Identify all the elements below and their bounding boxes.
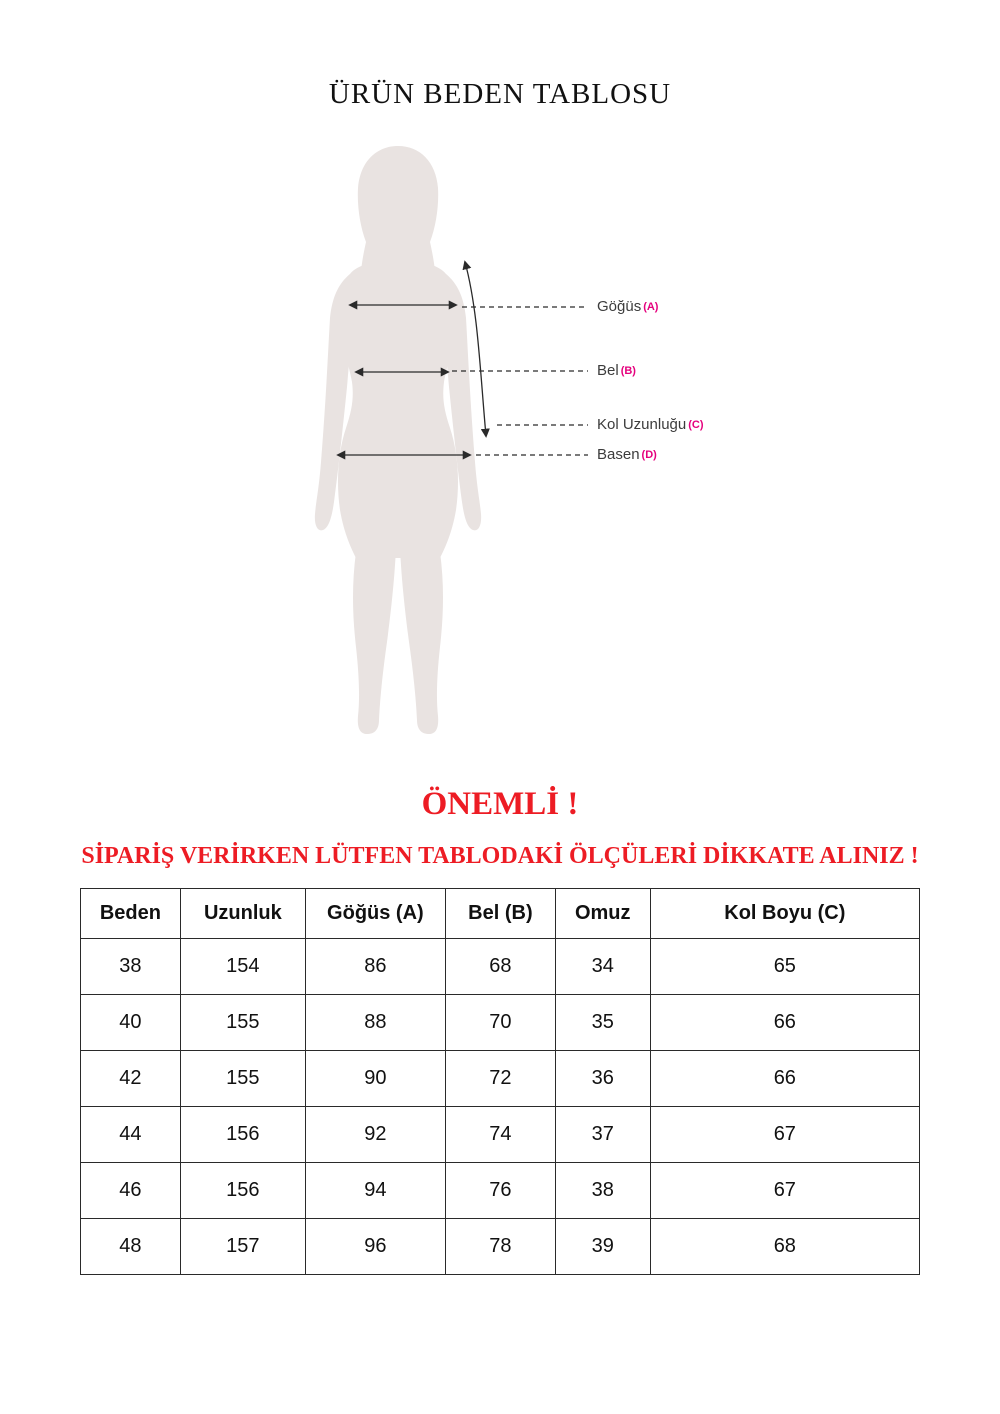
- table-cell: 68: [650, 1219, 919, 1275]
- table-cell: 46: [81, 1163, 181, 1219]
- table-row: [81, 1051, 920, 1107]
- table-cell: 42: [81, 1051, 181, 1107]
- arm-length-label-letter: (C): [688, 419, 704, 431]
- chest-label: [597, 297, 658, 317]
- column-header: Uzunluk: [180, 889, 305, 939]
- waist-label-letter: (B): [620, 365, 636, 377]
- table-cell: 67: [650, 1107, 919, 1163]
- table-cell: 34: [555, 939, 650, 995]
- table-cell: 65: [650, 939, 919, 995]
- table-cell: 68: [445, 939, 555, 995]
- table-cell: 38: [555, 1163, 650, 1219]
- table-row: [81, 1107, 920, 1163]
- size-table: [80, 888, 920, 1275]
- table-cell: 155: [180, 995, 305, 1051]
- table-cell: 35: [555, 995, 650, 1051]
- table-cell: 48: [81, 1219, 181, 1275]
- table-cell: 88: [305, 995, 445, 1051]
- table-body: [81, 939, 920, 1275]
- table-cell: 40: [81, 995, 181, 1051]
- table-cell: 66: [650, 995, 919, 1051]
- table-cell: 39: [555, 1219, 650, 1275]
- table-cell: 86: [305, 939, 445, 995]
- table-cell: 157: [180, 1219, 305, 1275]
- table-header-row: [81, 889, 920, 939]
- table-cell: 92: [305, 1107, 445, 1163]
- table-cell: 90: [305, 1051, 445, 1107]
- hip-label-letter: (D): [641, 449, 657, 461]
- table-cell: 66: [650, 1051, 919, 1107]
- table-cell: 70: [445, 995, 555, 1051]
- waist-label: [597, 361, 636, 381]
- table-row: [81, 939, 920, 995]
- table-cell: 44: [81, 1107, 181, 1163]
- table-cell: 78: [445, 1219, 555, 1275]
- body-silhouette-figure: [315, 146, 481, 734]
- table-cell: 36: [555, 1051, 650, 1107]
- column-header: Göğüs (A): [305, 889, 445, 939]
- table-row: [81, 995, 920, 1051]
- column-header: Bel (B): [445, 889, 555, 939]
- table-cell: 156: [180, 1163, 305, 1219]
- table-cell: 154: [180, 939, 305, 995]
- table-cell: 38: [81, 939, 181, 995]
- page-title: ÜRÜN BEDEN TABLOSU: [328, 78, 672, 110]
- table-cell: 96: [305, 1219, 445, 1275]
- table-cell: 37: [555, 1107, 650, 1163]
- warning-text: SİPARİŞ VERİRKEN LÜTFEN TABLODAKİ ÖLÇÜLERİ DİKKATE ALINIZ !: [81, 843, 919, 869]
- table-cell: 156: [180, 1107, 305, 1163]
- waist-label-text: Bel: [597, 362, 619, 379]
- table-cell: 67: [650, 1163, 919, 1219]
- table-cell: 155: [180, 1051, 305, 1107]
- table-row: [81, 1219, 920, 1275]
- chest-label-letter: (A): [643, 301, 659, 313]
- arm-length-label-text: Kol Uzunluğu: [597, 416, 687, 433]
- table-cell: 94: [305, 1163, 445, 1219]
- table-cell: 74: [445, 1107, 555, 1163]
- arm-length-label: [597, 415, 704, 435]
- hip-label: [597, 445, 657, 465]
- table-row: [81, 1163, 920, 1219]
- important-heading: ÖNEMLİ !: [421, 786, 579, 822]
- column-header: Beden: [81, 889, 181, 939]
- table-cell: 76: [445, 1163, 555, 1219]
- chest-label-text: Göğüs: [597, 298, 642, 315]
- hip-label-text: Basen: [597, 446, 640, 463]
- column-header: Omuz: [555, 889, 650, 939]
- column-header: Kol Boyu (C): [650, 889, 919, 939]
- table-cell: 72: [445, 1051, 555, 1107]
